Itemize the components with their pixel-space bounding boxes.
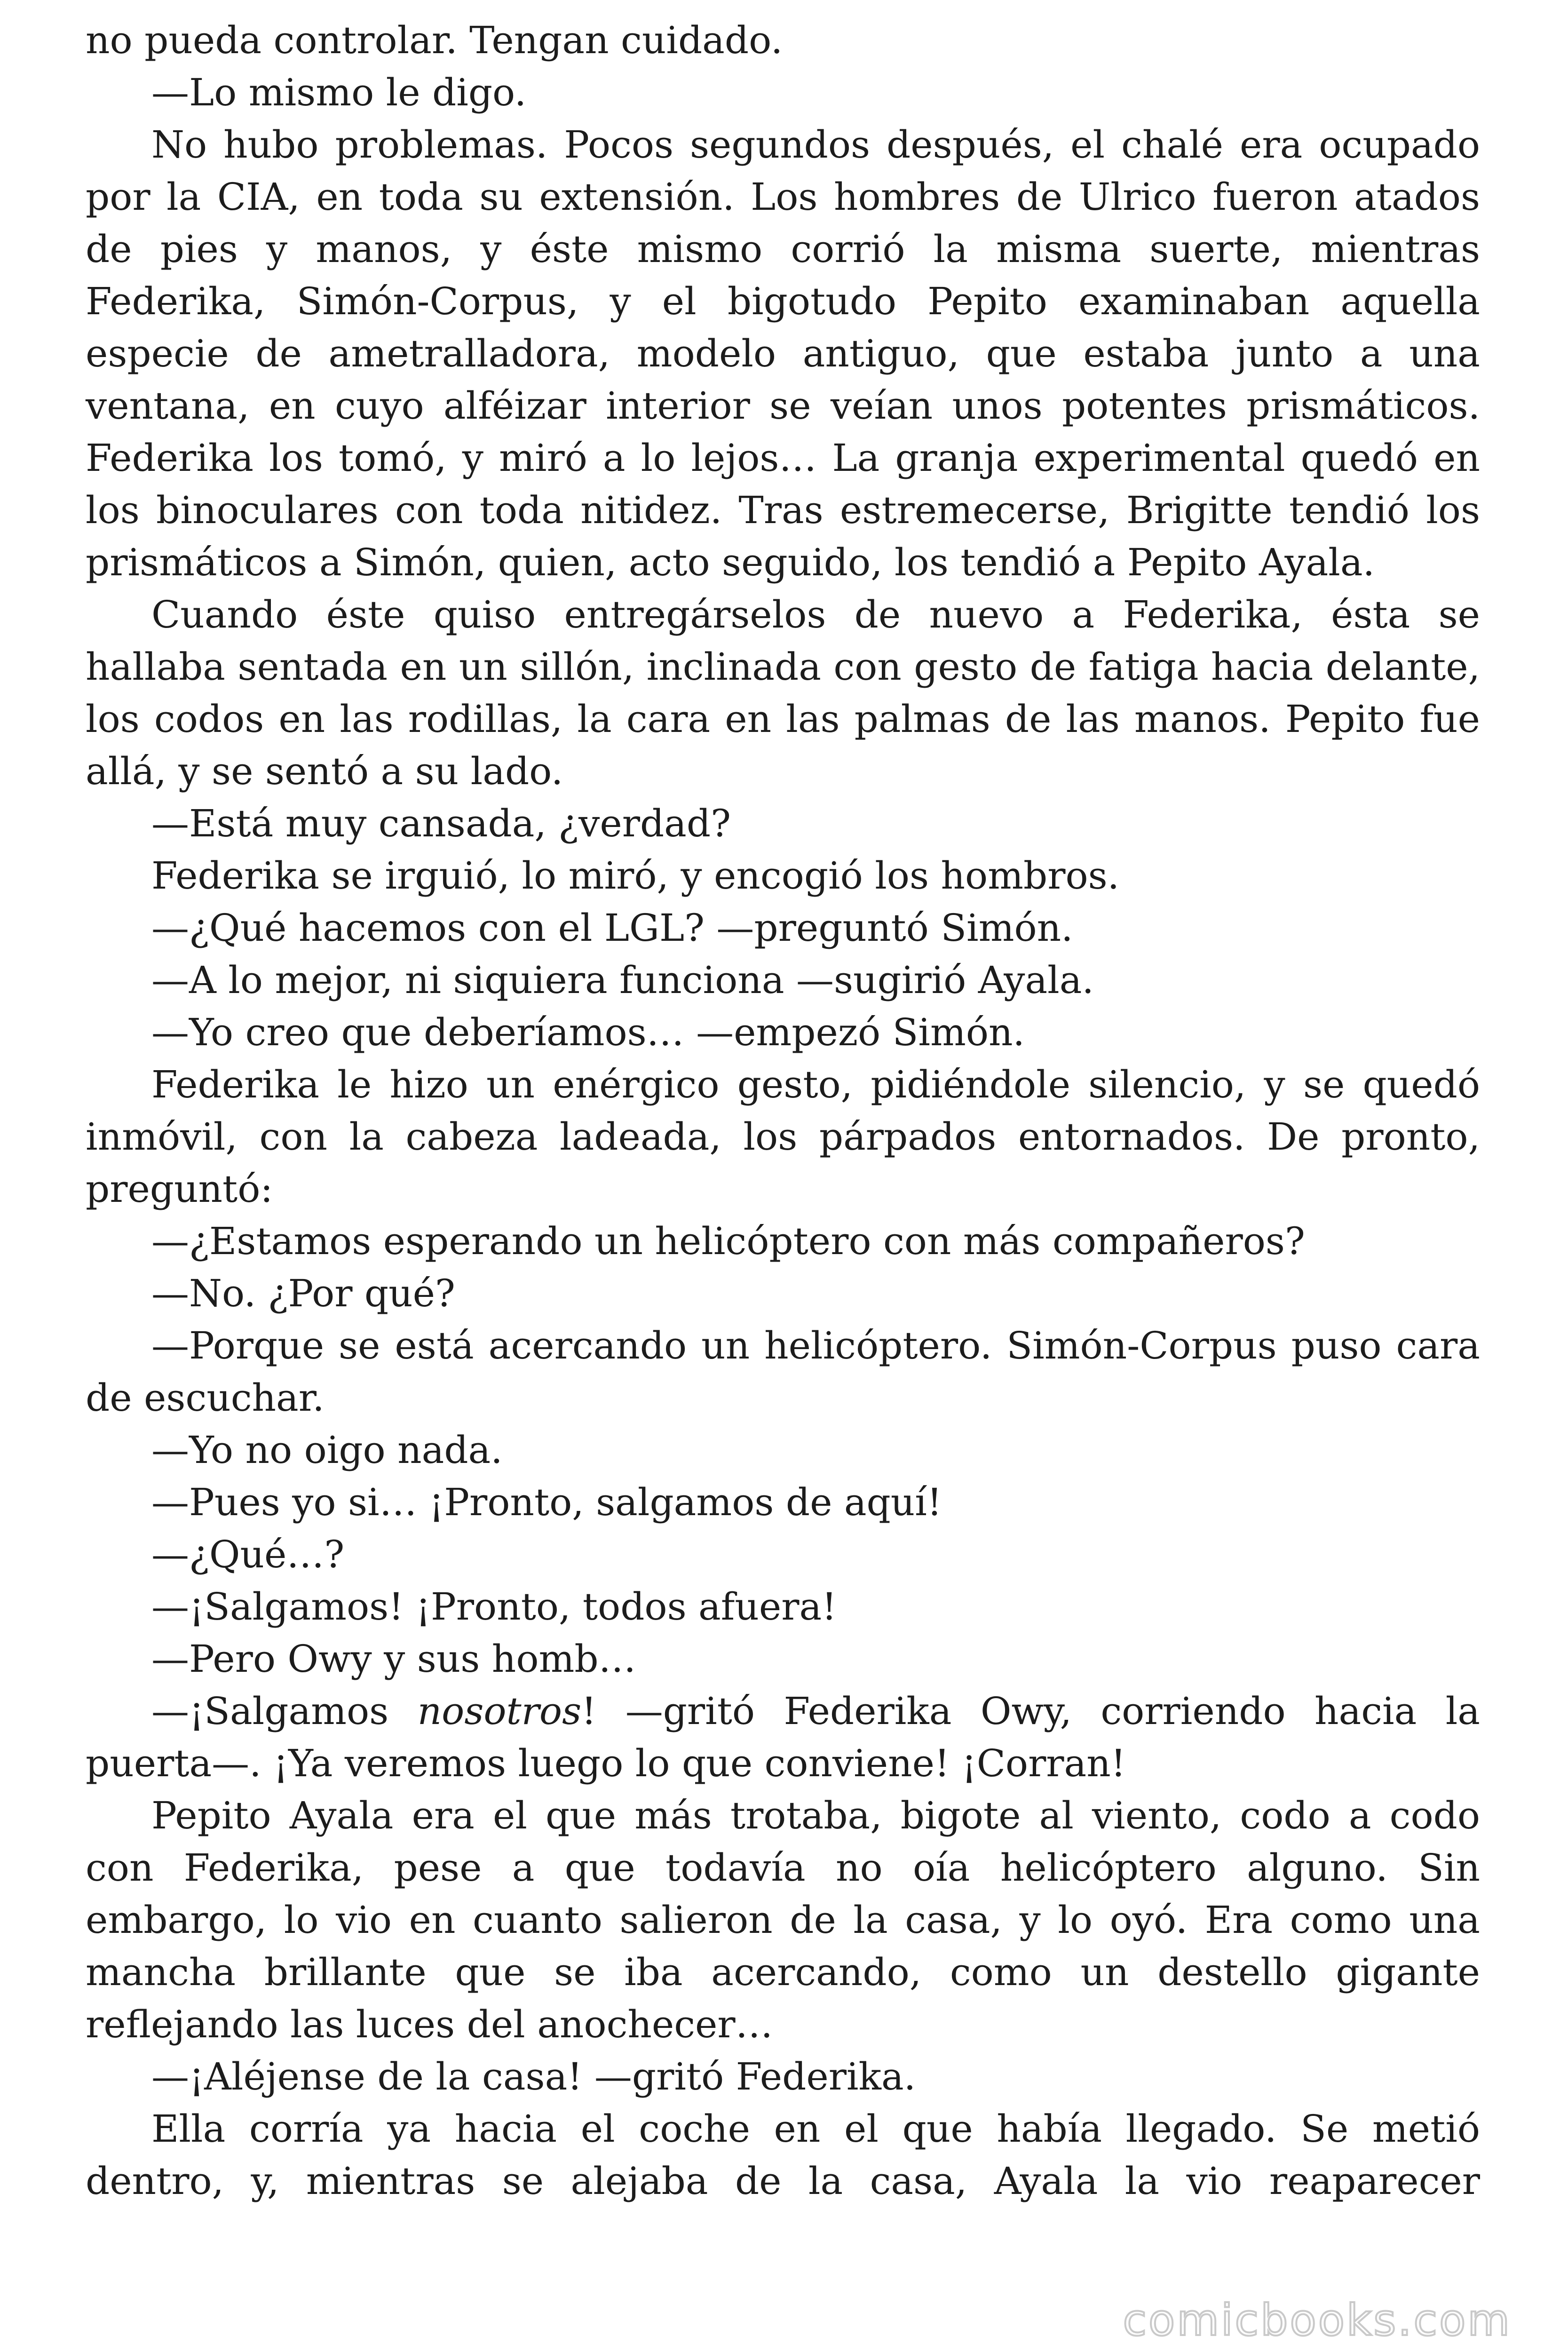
paragraph: —Pues yo si… ¡Pronto, salgamos de aquí! [151, 1480, 942, 1524]
paragraph: —Yo creo que deberíamos… —empezó Simón. [151, 1010, 1025, 1054]
paragraph: —¿Qué…? [151, 1533, 345, 1576]
paragraph: —Yo no oigo nada. [151, 1428, 503, 1472]
paragraph: —¡Salgamos! ¡Pronto, todos afuera! [151, 1585, 837, 1629]
paragraph: —No. ¿Por qué? [151, 1271, 455, 1315]
paragraph: No hubo problemas. Pocos segundos después, el chalé era ocupado por la CIA, en toda su extensión. Los hombres de Ulrico fueron atados de pies y manos, y éste mismo corrió la misma suerte, mientras Federika, Simón-Corpus, y el bigotudo Pepito examinaban aquella especie de ametralladora, modelo antiguo, que estaba junto a una ventana, en cuyo alféizar interior se veían unos potentes prismáticos. Federika los tomó, y miró a lo lejos… La granja experimental quedó en los binoculares con toda nitidez. Tras estremecerse, Brigitte tendió los prismáticos a Simón, quien, acto seguido, los tendió a Pepito Ayala. [86, 123, 1480, 584]
book-page-text [86, 14, 1480, 2207]
paragraph: no pueda controlar. Tengan cuidado. [86, 18, 783, 62]
watermark: comicbooks.com [1123, 2295, 1512, 2345]
paragraph: Pepito Ayala era el que más trotaba, bigote al viento, codo a codo con Federika, pese a que todavía no oía helicóptero alguno. Sin embargo, lo vio en cuanto salieron de la casa, y lo oyó. Era como una mancha brillante que se iba acercando, como un destello gigante reflejando las luces del anochecer… [86, 1794, 1480, 2046]
paragraph-text: ! —gritó Federika Owy, corriendo hacia la puerta—. ¡Ya veremos luego lo que conviene! ¡Corran! [86, 1689, 1480, 1785]
paragraph: —¿Qué hacemos con el LGL? —preguntó Simón. [151, 906, 1073, 950]
paragraph: —Lo mismo le digo. [151, 71, 527, 114]
paragraph [86, 1685, 1480, 1789]
paragraph: —Porque se está acercando un helicóptero. Simón-Corpus puso cara de escuchar. [86, 1324, 1480, 1420]
paragraph: Federika se irguió, lo miró, y encogió los hombros. [151, 854, 1120, 898]
paragraph: —¿Estamos esperando un helicóptero con más compañeros? [151, 1219, 1305, 1263]
paragraph: Cuando éste quiso entregárselos de nuevo a Federika, ésta se hallaba sentada en un sillón, inclinada con gesto de fatiga hacia delante, los codos en las rodillas, la cara en las palmas de las manos. Pepito fue allá, y se sentó a su lado. [86, 593, 1480, 793]
paragraph: —Está muy cansada, ¿verdad? [151, 802, 731, 845]
emphasized-word: nosotros [417, 1689, 582, 1733]
paragraph: Ella corría ya hacia el coche en el que había llegado. Se metió dentro, y, mientras se alejaba de la casa, Ayala la vio reaparecer [86, 2107, 1480, 2203]
paragraph: Federika le hizo un enérgico gesto, pidiéndole silencio, y se quedó inmóvil, con la cabeza ladeada, los párpados entornados. De pronto, preguntó: [86, 1063, 1480, 1211]
paragraph-text: —¡Salgamos [151, 1689, 418, 1733]
paragraph: —Pero Owy y sus homb… [151, 1637, 636, 1681]
paragraph: —A lo mejor, ni siquiera funciona —sugirió Ayala. [151, 958, 1094, 1002]
paragraph: —¡Aléjense de la casa! —gritó Federika. [151, 2055, 916, 2098]
